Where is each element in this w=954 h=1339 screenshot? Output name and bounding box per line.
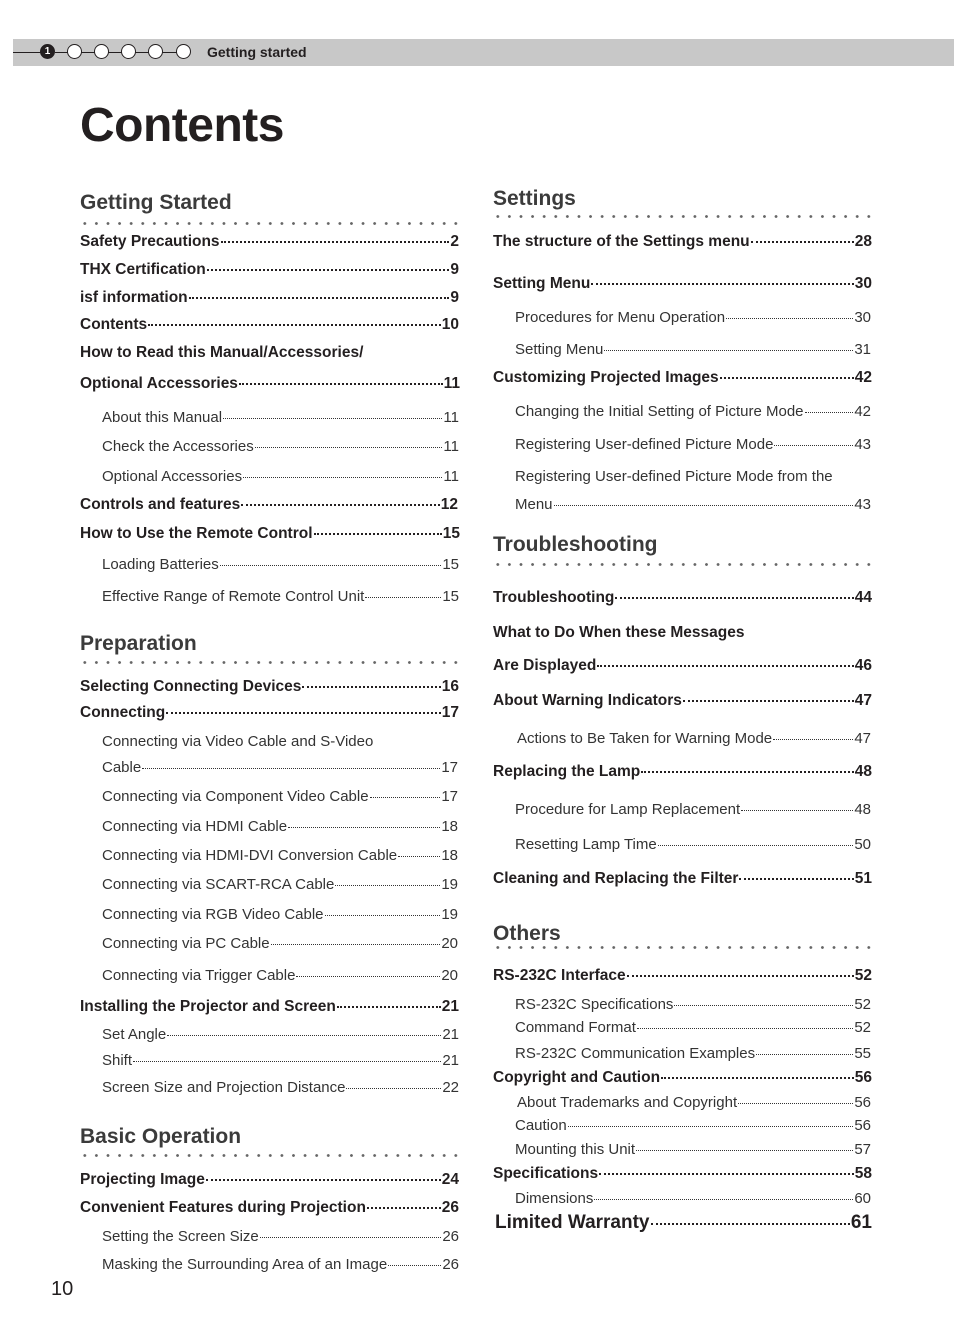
toc-subentry[interactable]: Masking the Surrounding Area of an Image 26: [102, 1256, 459, 1273]
toc-subentry[interactable]: Screen Size and Projection Distance 22: [102, 1079, 459, 1096]
toc-subentry[interactable]: Optional Accessories 11: [102, 468, 459, 485]
toc-entry-line[interactable]: How to Read this Manual/Accessories/: [80, 344, 364, 361]
toc-subentry[interactable]: Shift 21: [102, 1052, 459, 1069]
toc-entry[interactable]: The structure of the Settings menu 28: [493, 233, 872, 250]
toc-subentry[interactable]: Procedures for Menu Operation 30: [515, 309, 871, 326]
toc-entry[interactable]: Installing the Projector and Screen 21: [80, 998, 459, 1015]
toc-entry[interactable]: Are Displayed 46: [493, 657, 872, 674]
toc-subentry[interactable]: About Trademarks and Copyright 56: [517, 1094, 871, 1111]
page-title: Contents: [80, 99, 284, 152]
chapter-indicator-dot: [176, 44, 191, 59]
toc-entry[interactable]: THX Certification 9: [80, 261, 459, 278]
toc-subentry[interactable]: Dimensions 60: [515, 1190, 871, 1207]
toc-subentry[interactable]: Command Format 52: [515, 1019, 871, 1036]
toc-subentry[interactable]: Loading Batteries 15: [102, 556, 459, 573]
section-heading-preparation: Preparation: [80, 632, 197, 655]
section-heading-settings: Settings: [493, 187, 576, 210]
page-number: 10: [51, 1278, 74, 1300]
toc-entry[interactable]: Troubleshooting 44: [493, 589, 872, 606]
toc-subentry[interactable]: Caution 56: [515, 1117, 871, 1134]
toc-entry[interactable]: RS-232C Interface 52: [493, 967, 872, 984]
section-divider: [492, 562, 877, 567]
toc-subentry[interactable]: Connecting via Component Video Cable 17: [102, 788, 458, 805]
toc-entry[interactable]: Selecting Connecting Devices 16: [80, 678, 459, 695]
toc-entry[interactable]: Connecting 17: [80, 704, 459, 721]
chapter-indicator-dot: [148, 44, 163, 59]
toc-subentry[interactable]: Changing the Initial Setting of Picture Mode 42: [515, 403, 871, 420]
toc-subentry[interactable]: Connecting via RGB Video Cable 19: [102, 906, 458, 923]
toc-subentry[interactable]: Connecting via Trigger Cable 20: [102, 967, 458, 984]
toc-entry[interactable]: Controls and features 12: [80, 496, 458, 513]
toc-entry[interactable]: Convenient Features during Projection 26: [80, 1199, 459, 1216]
section-divider: [79, 1153, 464, 1158]
toc-subentry[interactable]: Connecting via HDMI Cable 18: [102, 818, 458, 835]
chapter-indicator-dot: [94, 44, 109, 59]
toc-subentry[interactable]: About this Manual 11: [102, 409, 459, 426]
toc-subentry[interactable]: Connecting via PC Cable 20: [102, 935, 458, 952]
toc-entry[interactable]: Projecting Image 24: [80, 1171, 459, 1188]
toc-subentry[interactable]: Effective Range of Remote Control Unit 15: [102, 588, 459, 605]
toc-subentry[interactable]: Menu 43: [515, 496, 871, 513]
toc-subentry-line[interactable]: Connecting via Video Cable and S-Video: [102, 733, 374, 750]
toc-entry[interactable]: Customizing Projected Images 42: [493, 369, 872, 386]
toc-entry-line[interactable]: What to Do When these Messages: [493, 624, 745, 641]
section-heading-getting-started: Getting Started: [80, 191, 232, 214]
section-divider: [79, 221, 464, 226]
toc-subentry-line[interactable]: Registering User-defined Picture Mode from the: [515, 468, 833, 485]
toc-subentry[interactable]: Check the Accessories 11: [102, 438, 459, 455]
toc-entry[interactable]: Limited Warranty 61: [495, 1212, 872, 1233]
toc-subentry[interactable]: Set Angle 21: [102, 1026, 459, 1043]
section-heading-others: Others: [493, 922, 561, 945]
toc-subentry[interactable]: Registering User-defined Picture Mode 43: [515, 436, 871, 453]
section-heading-basic-operation: Basic Operation: [80, 1125, 242, 1148]
chapter-indicator-current: 1: [40, 44, 55, 59]
section-divider: [492, 945, 877, 950]
toc-entry[interactable]: Contents 10: [80, 316, 459, 333]
toc-entry[interactable]: About Warning Indicators 47: [493, 692, 872, 709]
chapter-indicator-line: [13, 52, 43, 53]
toc-subentry[interactable]: Procedure for Lamp Replacement 48: [515, 801, 871, 818]
toc-subentry[interactable]: RS-232C Communication Examples 55: [515, 1045, 871, 1062]
section-label: Getting started: [207, 44, 307, 60]
section-divider: [79, 660, 464, 665]
toc-entry[interactable]: Safety Precautions 2: [80, 233, 459, 250]
toc-subentry[interactable]: Cable 17: [102, 759, 458, 776]
toc-subentry[interactable]: Connecting via SCART-RCA Cable 19: [102, 876, 458, 893]
toc-entry[interactable]: How to Use the Remote Control 15: [80, 525, 460, 542]
chapter-indicator-dot: [67, 44, 82, 59]
toc-subentry[interactable]: Connecting via HDMI-DVI Conversion Cable 18: [102, 847, 458, 864]
toc-subentry[interactable]: RS-232C Specifications 52: [515, 996, 871, 1013]
section-heading-troubleshooting: Troubleshooting: [493, 533, 658, 556]
section-divider: [492, 214, 877, 219]
toc-entry[interactable]: Setting Menu 30: [493, 275, 872, 292]
toc-entry[interactable]: Specifications 58: [493, 1165, 872, 1182]
chapter-indicator-dot: [121, 44, 136, 59]
toc-entry[interactable]: Replacing the Lamp 48: [493, 763, 872, 780]
toc-subentry[interactable]: Setting the Screen Size 26: [102, 1228, 459, 1245]
toc-subentry[interactable]: Actions to Be Taken for Warning Mode 47: [517, 730, 871, 747]
toc-entry[interactable]: isf information 9: [80, 289, 459, 306]
toc-subentry[interactable]: Mounting this Unit 57: [515, 1141, 871, 1158]
toc-subentry[interactable]: Setting Menu 31: [515, 341, 871, 358]
toc-entry[interactable]: Copyright and Caution 56: [493, 1069, 872, 1086]
toc-entry[interactable]: Cleaning and Replacing the Filter 51: [493, 870, 872, 887]
toc-subentry[interactable]: Resetting Lamp Time 50: [515, 836, 871, 853]
toc-entry[interactable]: Optional Accessories 11: [80, 375, 460, 392]
